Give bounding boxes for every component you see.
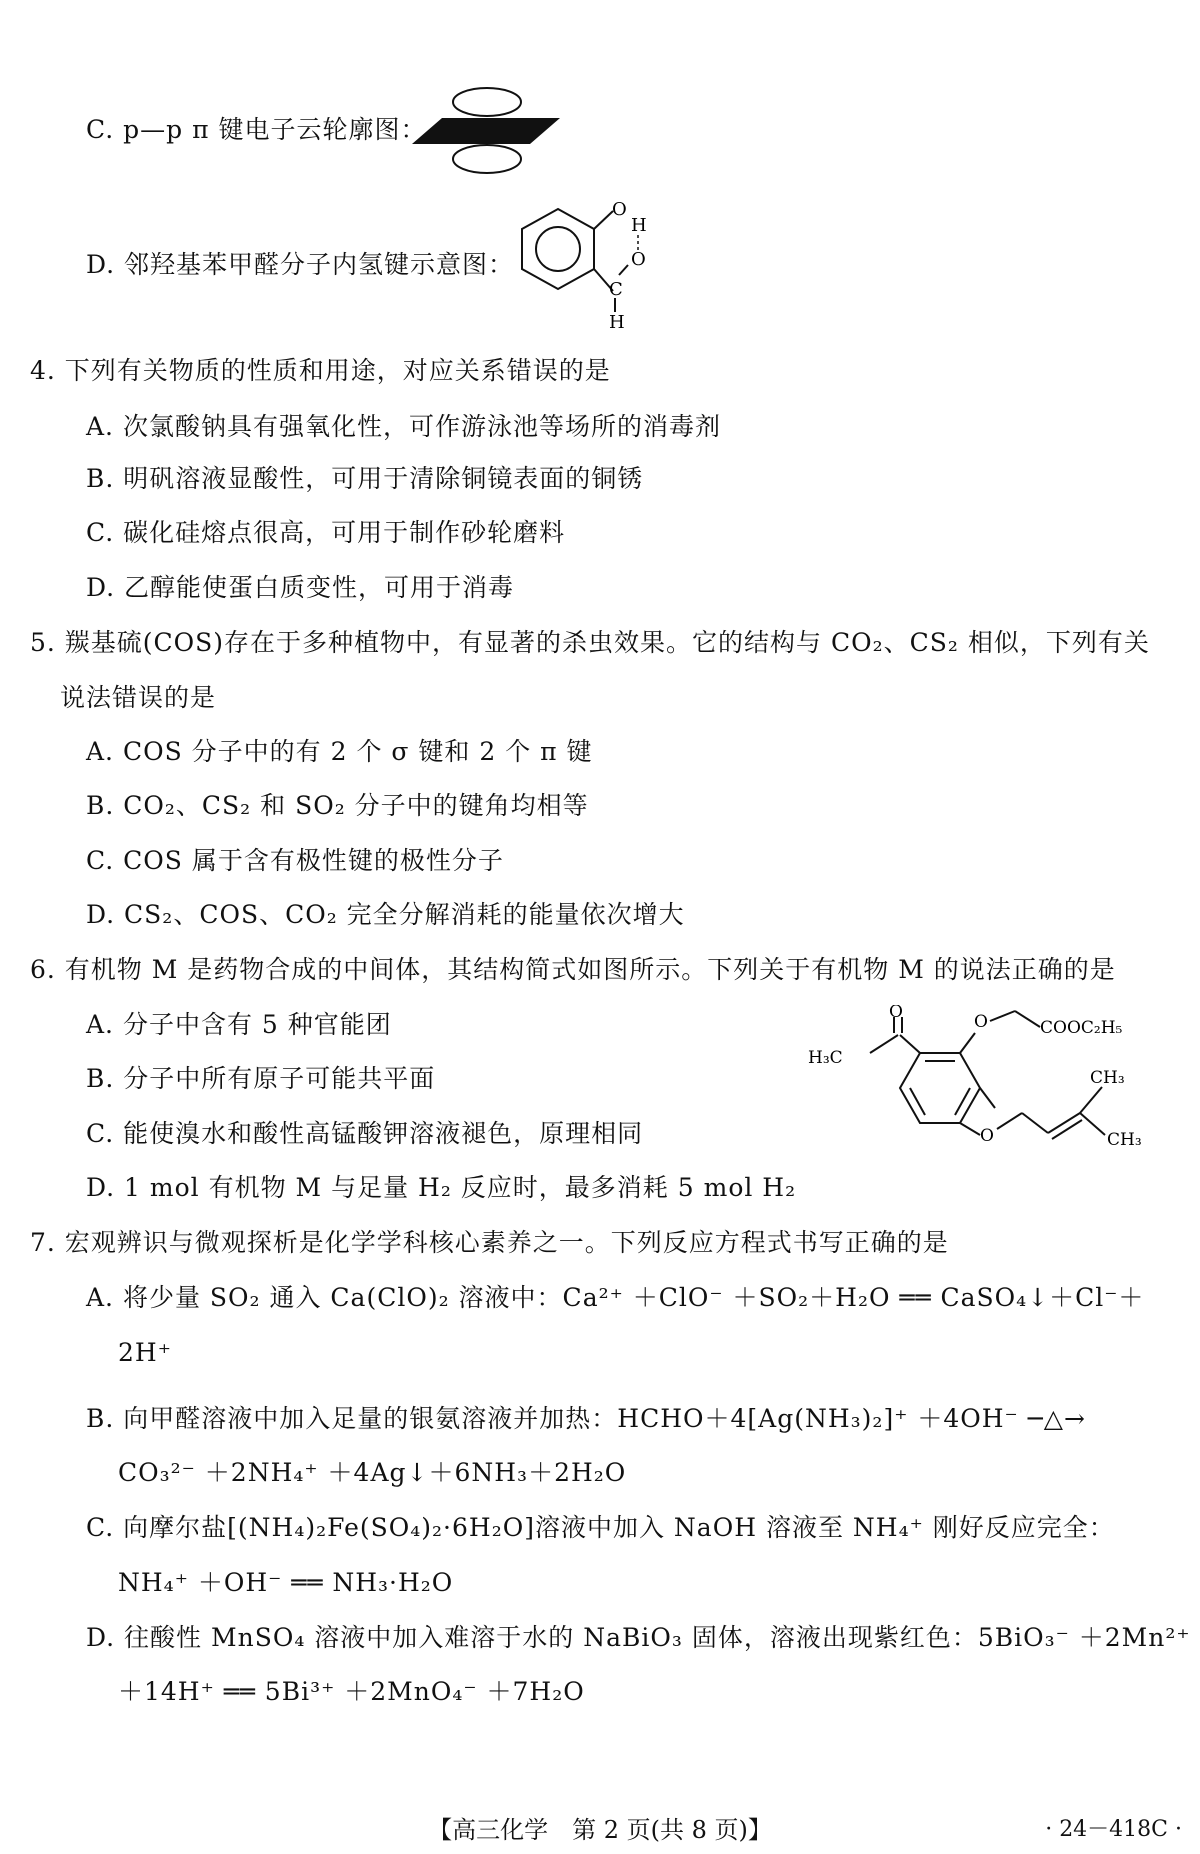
q4-option-b: B. 明矾溶液显酸性，可用于清除铜镜表面的铜锈 [86,464,644,493]
fig-d-o1: O [612,199,627,220]
q4-option-a: A. 次氯酸钠具有强氧化性，可作游泳池等场所的消毒剂 [86,412,721,441]
ester-label: COOC₂H₅ [1040,1018,1123,1038]
q7-option-d-line1: D. 往酸性 MnSO₄ 溶液中加入难溶于水的 NaBiO₃ 固体，溶液出现紫红色：5BiO₃⁻ ＋2Mn²⁺ [86,1623,1191,1652]
q6-option-a: A. 分子中含有 5 种官能团 [86,1010,392,1039]
o-top-label: O [889,1005,903,1022]
ch3-top-label: CH₃ [1090,1068,1125,1088]
ch3-bottom-label: CH₃ [1107,1130,1142,1150]
page-footer: 【高三化学 第 2 页(共 8 页)】 [428,1816,772,1844]
q7-option-c-line2: NH₄⁺ ＋OH⁻ ══ NH₃·H₂O [118,1568,454,1597]
q5-option-a: A. COS 分子中的有 2 个 σ 键和 2 个 π 键 [86,737,593,766]
o-ether1-label: O [974,1012,988,1032]
salicylaldehyde-hbond-figure [518,195,658,330]
q3-option-d: D. 邻羟基苯甲醛分子内氢键示意图： [86,250,515,279]
q4-stem: 4. 下列有关物质的性质和用途，对应关系错误的是 [30,356,611,385]
q7-option-a-line2: 2H⁺ [118,1338,172,1367]
q5-option-c: C. COS 属于含有极性键的极性分子 [86,846,504,875]
fig-d-c: C [609,279,623,300]
q5-stem-line2: 说法错误的是 [60,683,217,712]
o-ether2-label: O [980,1126,994,1146]
q4-option-c: C. 碳化硅熔点很高，可用于制作砂轮磨料 [86,518,566,547]
q7-option-c-line1: C. 向摩尔盐[(NH₄)₂Fe(SO₄)₂·6H₂O]溶液中加入 NaOH 溶液至 NH₄⁺ 刚好反应完全： [86,1513,1115,1542]
q5-stem-line1: 5. 羰基硫(COS)存在于多种植物中，有显著的杀虫效果。它的结构与 CO₂、CS₂ 相似，下列有关 [30,628,1150,657]
q4-option-d: D. 乙醇能使蛋白质变性，可用于消毒 [86,573,515,602]
q7-option-b-line2: CO₃²⁻ ＋2NH₄⁺ ＋4Ag↓＋6NH₃＋2H₂O [118,1458,627,1487]
q5-option-b: B. CO₂、CS₂ 和 SO₂ 分子中的键角均相等 [86,791,589,820]
q6-option-c: C. 能使溴水和酸性高锰酸钾溶液褪色，原理相同 [86,1119,644,1148]
q7-option-d-line2: ＋14H⁺ ══ 5Bi³⁺ ＋2MnO₄⁻ ＋7H₂O [118,1677,585,1706]
q6-stem: 6. 有机物 M 是药物合成的中间体，其结构简式如图所示。下列关于有机物 M 的说法正确的是 [30,955,1116,984]
q7-stem: 7. 宏观辨识与微观探析是化学学科核心素养之一。下列反应方程式书写正确的是 [30,1228,949,1257]
compound-m-structure [790,1005,1170,1160]
h3c-label: H₃C [808,1048,843,1068]
q6-option-b: B. 分子中所有原子可能共平面 [86,1064,436,1093]
fig-d-h2: H [609,312,625,330]
q5-option-d: D. CS₂、COS、CO₂ 完全分解消耗的能量依次增大 [86,900,685,929]
fig-d-o2: O [631,249,646,270]
exam-code: · 24－418C · [1045,1817,1182,1842]
fig-d-h1: H [631,215,647,236]
q3-option-c: C. p—p π 键电子云轮廓图： [86,115,427,144]
q6-option-d: D. 1 mol 有机物 M 与足量 H₂ 反应时，最多消耗 5 mol H₂ [86,1173,797,1202]
q7-option-a-line1: A. 将少量 SO₂ 通入 Ca(ClO)₂ 溶液中：Ca²⁺ ＋ClO⁻ ＋SO₂＋H₂O ══ CaSO₄↓＋Cl⁻＋ [86,1283,1145,1312]
pi-bond-cloud-figure [412,82,562,174]
q7-option-b-line1: B. 向甲醛溶液中加入足量的银氨溶液并加热：HCHO＋4[Ag(NH₃)₂]⁺ ＋4OH⁻ ─△→ [86,1404,1086,1433]
